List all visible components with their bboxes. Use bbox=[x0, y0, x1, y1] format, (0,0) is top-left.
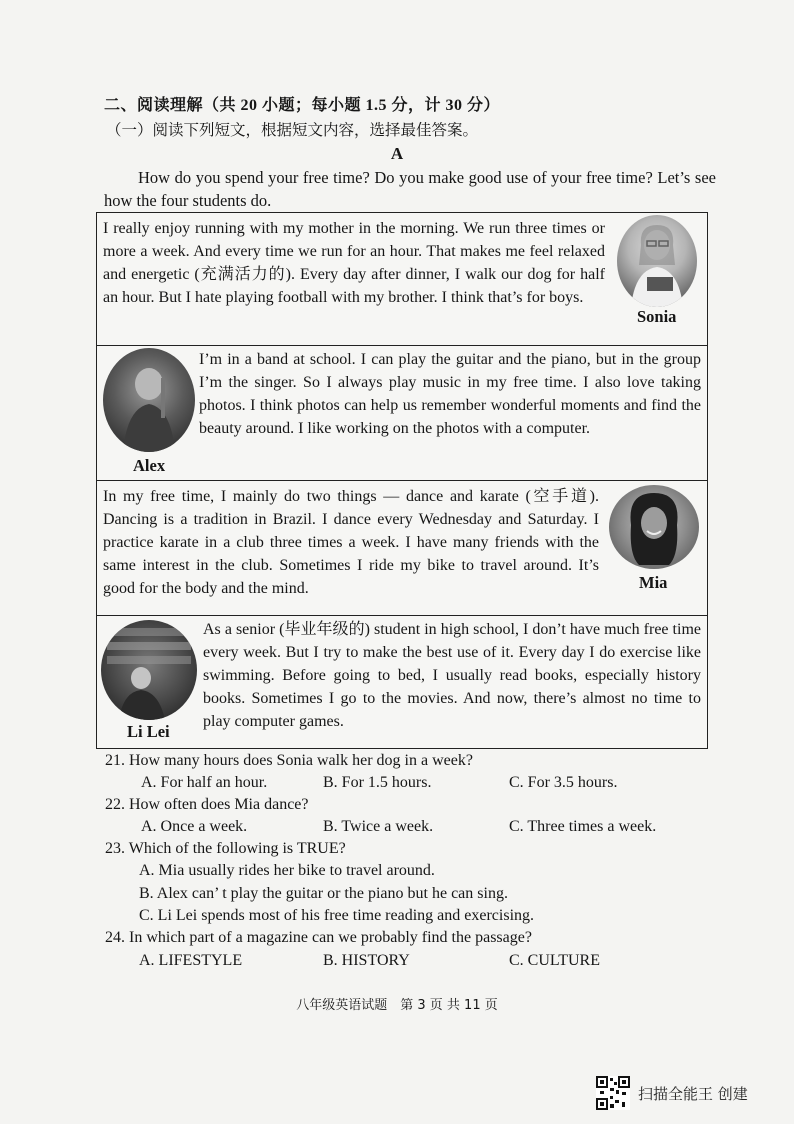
student-box-sonia bbox=[96, 212, 708, 346]
instruction: （一）阅读下列短文，根据短文内容，选择最佳答案。 bbox=[106, 122, 479, 139]
student-text: As a senior (毕业年级的) student in high school, I don’t have much free time every week. But I try to make the best use of it. Every day I do exercise like swimming. Before going to bed, I usually read books, especially history books. Sometimes I go to the movies. And now, there’s almost no time to play computer games. bbox=[203, 621, 701, 730]
question-22-option-c: C. Three times a week. bbox=[509, 818, 657, 835]
question-24-option-a: A. LIFESTYLE bbox=[139, 952, 243, 969]
student-name: Li Lei bbox=[127, 722, 170, 741]
student-box-alex bbox=[96, 345, 708, 481]
student-box-lilei bbox=[96, 615, 708, 749]
question-23: 23. Which of the following is TRUE? bbox=[105, 840, 346, 857]
question-22: 22. How often does Mia dance? bbox=[105, 796, 309, 813]
sonia-photo bbox=[617, 215, 697, 307]
qr-code-icon bbox=[596, 1076, 630, 1110]
student-box-mia bbox=[96, 480, 708, 616]
question-23-option-a: A. Mia usually rides her bike to travel around. bbox=[139, 862, 435, 879]
student-name: Alex bbox=[133, 456, 166, 475]
passage-intro: How do you spend your free time? Do you make good use of your free time? Let’s see how the four students do. bbox=[104, 168, 716, 210]
question-24: 24. In which part of a magazine can we probably find the passage? bbox=[105, 929, 532, 946]
question-23-option-b: B. Alex can’ t play the guitar or the piano but he can sing. bbox=[139, 885, 508, 902]
question-21-option-a: A. For half an hour. bbox=[141, 774, 268, 791]
question-23-option-c: C. Li Lei spends most of his free time reading and exercising. bbox=[139, 907, 535, 924]
section-title: 二、阅读理解（共 20 小题；每小题 1.5 分，计 30 分） bbox=[104, 97, 501, 114]
page-footer: 八年级英语试题 第 3 页 共 11 页 bbox=[296, 998, 498, 1013]
mia-photo bbox=[609, 485, 699, 569]
student-name: Mia bbox=[639, 573, 668, 592]
lilei-photo bbox=[101, 620, 197, 720]
question-21: 21. How many hours does Sonia walk her dog in a week? bbox=[105, 752, 473, 769]
question-21-option-b: B. For 1.5 hours. bbox=[323, 774, 432, 791]
passage-letter: A bbox=[390, 144, 404, 163]
student-name: Sonia bbox=[637, 307, 677, 326]
question-22-option-b: B. Twice a week. bbox=[323, 818, 434, 835]
alex-photo bbox=[103, 348, 195, 452]
question-22-option-a: A. Once a week. bbox=[141, 818, 248, 835]
scanner-label: 扫描全能王 创建 bbox=[638, 1085, 748, 1103]
student-text: I’m in a band at school. I can play the guitar and the piano, but in the group I’m the singer. So I always play music in my free time. I also love taking photos. I think photos can help us remember wonderful moments and find the beauty around. I like working on the photos with a computer. bbox=[199, 351, 701, 437]
student-text: I really enjoy running with my mother in the morning. We run three times or more a week. And every time we run for an hour. That makes me feel relaxed and energetic (充满活力的). Every day after dinner, I walk our dog for half an hour. But I hate playing football with my brother. I think that’s for boys. bbox=[103, 220, 605, 306]
question-24-option-b: B. HISTORY bbox=[323, 952, 410, 969]
question-21-option-c: C. For 3.5 hours. bbox=[509, 774, 618, 791]
question-24-option-c: C. CULTURE bbox=[509, 952, 600, 969]
student-text: In my free time, I mainly do two things — dance and karate (空手道). Dancing is a tradition in Brazil. I dance every Wednesday and Saturday. I practice karate in a club three times a week. I have many friends with the same interest in the club. Sometimes I ride my bike to travel around. It’s good for the body and the mind. bbox=[103, 488, 599, 597]
